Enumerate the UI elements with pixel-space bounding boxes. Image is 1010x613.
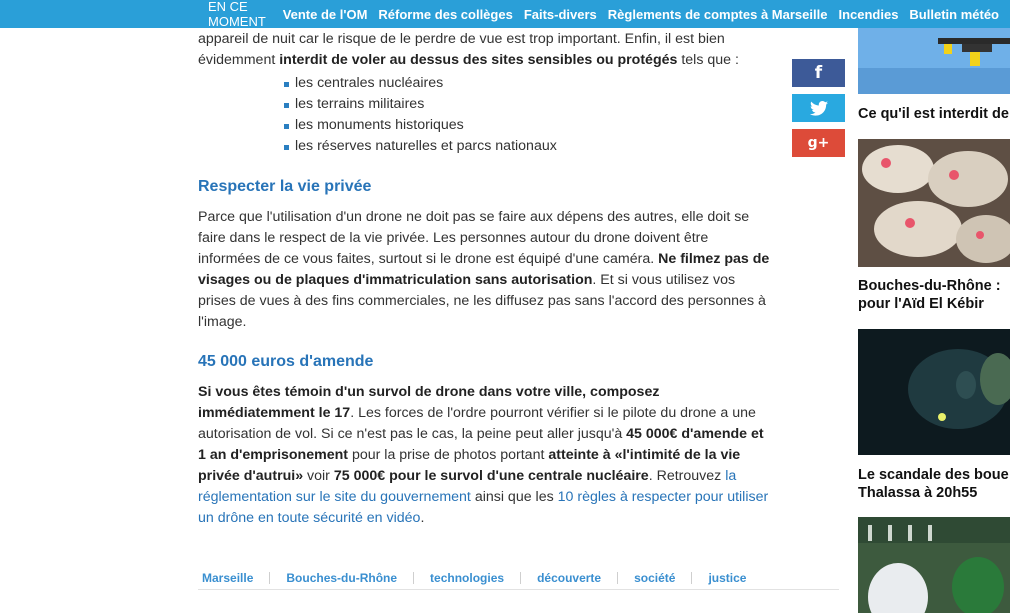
underwater-thumbnail: [858, 329, 1010, 455]
divider: [520, 572, 521, 584]
sheep-thumbnail: [858, 139, 1010, 267]
sidebar-article-card[interactable]: [858, 139, 1010, 313]
stadium-thumbnail: [858, 517, 1010, 613]
tag-justice[interactable]: justice: [708, 570, 747, 585]
sidebar-article-title: Bouches-du-Rhône :: [858, 278, 1001, 294]
sidebar-article-card[interactable]: [858, 28, 1010, 123]
trend-link-news[interactable]: Faits-divers: [523, 6, 597, 22]
tag-list: [198, 566, 839, 590]
safety-rules-link[interactable]: 10 règles à respecter pour utiliser un drône en toute sécurité en vidéo: [198, 489, 769, 526]
trending-label: EN CE MOMENT: [208, 0, 266, 29]
text: tels que :: [677, 52, 739, 68]
twitter-share-button[interactable]: [792, 94, 845, 122]
section-heading-fine: 45 000 euros d'amende: [198, 353, 374, 370]
list-item: les monuments historiques: [284, 115, 770, 136]
text: . Retrouvez: [648, 468, 726, 484]
tag-societe[interactable]: société: [634, 570, 676, 585]
list-item: les centrales nucléaires: [284, 73, 770, 94]
divider: [691, 572, 692, 584]
drone-thumbnail: [858, 28, 1010, 94]
text: . Les forces de l'ordre pourront vérifier si le pilote du drone a une autorisation de vol. Si ce n'est pas le cas, la peine peut aller jusqu'à: [198, 405, 756, 442]
trend-link-fires[interactable]: Incendies: [838, 6, 899, 22]
sidebar-article-title: Ce qu'il est interdit de: [858, 106, 1009, 122]
divider: [413, 572, 414, 584]
article-paragraph: [198, 29, 770, 71]
list-item: les réserves naturelles et parcs nationaux: [284, 136, 770, 157]
bold-text: 45 000€ d'amende et 1 an d'emprisonement: [198, 426, 764, 463]
section-heading-privacy: Respecter la vie privée: [198, 178, 372, 195]
facebook-icon: f: [814, 63, 823, 83]
sensitive-sites-list: [284, 73, 770, 157]
article-paragraph: [198, 207, 770, 333]
text: Parce que l'utilisation d'un drone ne doit pas se faire aux dépens des autres, elle doit se faire dans le respect de la vie privée. Les personnes autour du drone doivent être informées de ce vous faites, surtout si le drone est équipé d'une caméra.: [198, 209, 750, 267]
divider: [617, 572, 618, 584]
tag-technologies[interactable]: technologies: [430, 570, 505, 585]
text: appareil de nuit car le risque de le perdre de vue est trop important. Enfin, il est bien évidemment: [198, 31, 725, 68]
googleplus-icon: g+: [807, 135, 830, 151]
trend-link-college-reform[interactable]: Réforme des collèges: [378, 6, 513, 22]
bold-text: Ne filmez pas de visages ou de plaques d'immatriculation sans autorisation: [198, 251, 770, 288]
tag-bouches-du-rhone[interactable]: Bouches-du-Rhône: [286, 570, 398, 585]
divider: [269, 572, 270, 584]
trend-link-marseille-killings[interactable]: Règlements de comptes à Marseille: [607, 6, 828, 22]
text: . Et si vous utilisez vos prises de vues à des fins commerciales, ne les diffusez pas sans l'accord des personnes à l'image.: [198, 272, 766, 330]
googleplus-share-button[interactable]: [792, 129, 845, 157]
sidebar-article-title-line2: Thalassa à 20h55: [858, 485, 978, 501]
text: ainsi que les: [470, 489, 558, 505]
bold-text: interdit de voler au dessus des sites sensibles ou protégés: [279, 52, 678, 68]
text: pour la prise de photos portant: [348, 447, 549, 463]
twitter-icon: [810, 101, 828, 116]
sidebar-article-card[interactable]: [858, 517, 1010, 613]
regulation-link[interactable]: la réglementation sur le site du gouvernement: [198, 468, 737, 505]
text: .: [420, 510, 425, 526]
trend-link-weather[interactable]: Bulletin météo: [909, 6, 999, 22]
tag-marseille[interactable]: Marseille: [202, 570, 254, 585]
article-paragraph: [198, 382, 770, 529]
trending-bar: [0, 0, 1010, 28]
sidebar-article-title: Le scandale des boue: [858, 467, 1009, 483]
text: voir: [303, 468, 334, 484]
bold-text: atteinte à «l'intimité de la vie privée d'autrui»: [198, 447, 741, 484]
sidebar-article-card[interactable]: [858, 329, 1010, 502]
article-body: [198, 29, 770, 529]
facebook-share-button[interactable]: [792, 59, 845, 87]
trend-link-om-sale[interactable]: Vente de l'OM: [282, 6, 368, 22]
sidebar-article-title-line2: pour l'Aïd El Kébir: [858, 296, 984, 312]
bold-text: 75 000€ pour le survol d'une centrale nucléaire: [333, 468, 649, 484]
bold-text: Si vous êtes témoin d'un survol de drone dans votre ville, composez immédiatemment le 17: [198, 384, 660, 421]
list-item: les terrains militaires: [284, 94, 770, 115]
tag-decouverte[interactable]: découverte: [537, 570, 602, 585]
